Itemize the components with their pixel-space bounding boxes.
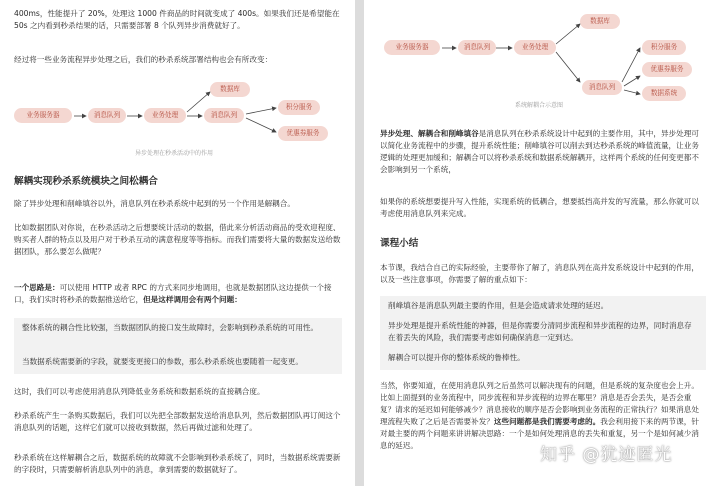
section-heading: 解耦实现秒杀系统模块之间松耦合 bbox=[14, 176, 158, 187]
decoupling-diagram bbox=[384, 6, 704, 110]
node-message-queue-2: 消息队列 bbox=[204, 108, 244, 123]
quote-item: 解耦合可以提升你的整体系统的鲁棒性。 bbox=[388, 353, 525, 362]
node-message-queue-2: 消息队列 bbox=[582, 80, 622, 95]
section-heading: 课程小结 bbox=[380, 238, 419, 249]
paragraph: 经过将一些业务流程异步处理之后，我们的秒杀系统部署结构也会有所改变： bbox=[14, 55, 273, 64]
paragraph: 比如数据团队对你说，在秒杀活动之后想要统计活动的数据，借此来分析活动商品的受欢迎程度、购买者人群的特点以及用户对于秒杀互动的满意程度等等指标。而我们需要将大量的数据发送给数据团队，那么要怎么做呢？ bbox=[14, 223, 341, 256]
node-coupon-service: 优惠券服务 bbox=[642, 62, 692, 77]
paragraph: 400ms，性能提升了 20%，处理这 1000 件商品的时间就变成了 400s。如果我们还是希望能在 50s 之内看到秒杀结果的话，只需要部署 8 个队列异步消费就好了。 bbox=[14, 9, 340, 30]
node-database: 数据库 bbox=[580, 14, 620, 29]
paragraph-text: 我会利用接下来的两节课，针对最主要的两个问题来讲讲解决思路：一个是如何处理消息的丢失和重复，另一个是如何减少消息的延迟。 bbox=[380, 417, 699, 450]
emphasis-text: 但是这样调用会有两个问题： bbox=[143, 295, 242, 304]
paragraph: 除了异步处理和削峰填谷以外，消息队列在秒杀系统中起到的另一个作用是解耦合。 bbox=[14, 199, 295, 208]
async-diagram bbox=[14, 74, 342, 166]
right-page bbox=[364, 0, 720, 486]
node-message-queue: 消息队列 bbox=[458, 40, 496, 55]
emphasis-text: 这些问题都是我们需要考虑的。 bbox=[493, 417, 601, 426]
node-business-server: 业务服务器 bbox=[384, 40, 440, 55]
bold-lead: 异步处理、解耦合和削峰填谷 bbox=[380, 129, 479, 138]
paragraph-text: 可以使用 HTTP 或者 RPC 的方式来同步地调用，也就是数据团队这边提供一个接口，我们实时将秒杀的数据推送给它， bbox=[14, 283, 332, 304]
paragraph-text: 当然，你要知道，在使用消息队列之后虽然可以解决现有的问题，但是系统的复杂度也会上升。比如上面提到的业务流程中，同步流程和异步流程的边界在哪里？消息是否会丢失，是否会重复？请求的延迟如何能够减少？消息接收的顺序是否会影响到业务流程的正常执行？如果消息处理流程失败了之后是否需要补发？ bbox=[380, 381, 699, 426]
paragraph-text: 是消息队列在秒杀系统设计中起到的主要作用，其中，异步处理可以简化业务流程中的步骤，提升系统性能；削峰填谷可以削去到达秒杀系统的峰值流量，让业务逻辑的处理更加缓和；解耦合可以将秒杀系统和数据系统解耦开，这样两个系统的任何变更都不会影响到另一个系统， bbox=[380, 129, 699, 174]
node-points-service: 积分服务 bbox=[642, 40, 686, 55]
paragraph bbox=[14, 282, 342, 306]
node-points-service: 积分服务 bbox=[278, 100, 320, 115]
quote-item: 当数据系统需要新的字段，就要变更接口的参数，那么秒杀系统也要随着一起变更。 bbox=[22, 357, 303, 366]
left-page bbox=[0, 0, 355, 486]
paragraph: 如果你的系统想要提升写入性能，实现系统的低耦合，想要抵挡高并发的写流量，那么你就可以考虑使用消息队列来完成。 bbox=[380, 197, 699, 218]
paragraph bbox=[380, 128, 706, 176]
quote-item: 异步处理是提升系统性能的神器，但是你需要分清同步流程和异步流程的边界，同时消息存在着丢失的风险，我们需要考虑如何确保消息一定到达。 bbox=[388, 321, 692, 342]
paragraph: 秒杀系统在这样解耦合之后，数据系统的故障就不会影响到秒杀系统了，同时，当数据系统需要新的字段时，只需要解析消息队列中的消息，拿到需要的数据就好了。 bbox=[14, 453, 341, 474]
node-business-server: 业务服务器 bbox=[14, 108, 72, 123]
paragraph: 本节课，我结合自己的实际经验，主要带你了解了，消息队列在高并发系统设计中起到的作用，以及一些注意事项，你需要了解的重点如下： bbox=[380, 263, 699, 284]
node-business-process: 业务处理 bbox=[144, 108, 186, 123]
node-data-system: 数据系统 bbox=[642, 86, 686, 101]
watermark: 知乎 @犹迹匿光 bbox=[540, 445, 673, 465]
paragraph: 秒杀系统产生一条购买数据后，我们可以先把全部数据发送给消息队列，然后数据团队再订阅这个消息队列的话题，这样它们就可以接收到数据，然后再做过滤和处理了。 bbox=[14, 411, 341, 432]
bold-lead: 一个思路是： bbox=[14, 283, 60, 292]
node-coupon-service: 优惠券服务 bbox=[278, 126, 328, 141]
diagram-caption: 系统解耦合示意图 bbox=[514, 102, 563, 109]
quote-item: 削峰填谷是消息队列最主要的作用，但是会造成请求处理的延迟。 bbox=[388, 301, 609, 310]
diagram-caption: 异步处理在秒杀活动中的作用 bbox=[134, 150, 213, 157]
quote-item: 整体系统的耦合性比较强，当数据团队的接口发生故障时，会影响到秒杀系统的可用性。 bbox=[22, 323, 319, 332]
node-database: 数据库 bbox=[210, 82, 250, 97]
paragraph: 这时，我们可以考虑使用消息队列降低业务系统和数据系统的直接耦合度。 bbox=[14, 387, 265, 396]
node-message-queue: 消息队列 bbox=[88, 108, 126, 123]
node-business-process: 业务处理 bbox=[514, 40, 556, 55]
